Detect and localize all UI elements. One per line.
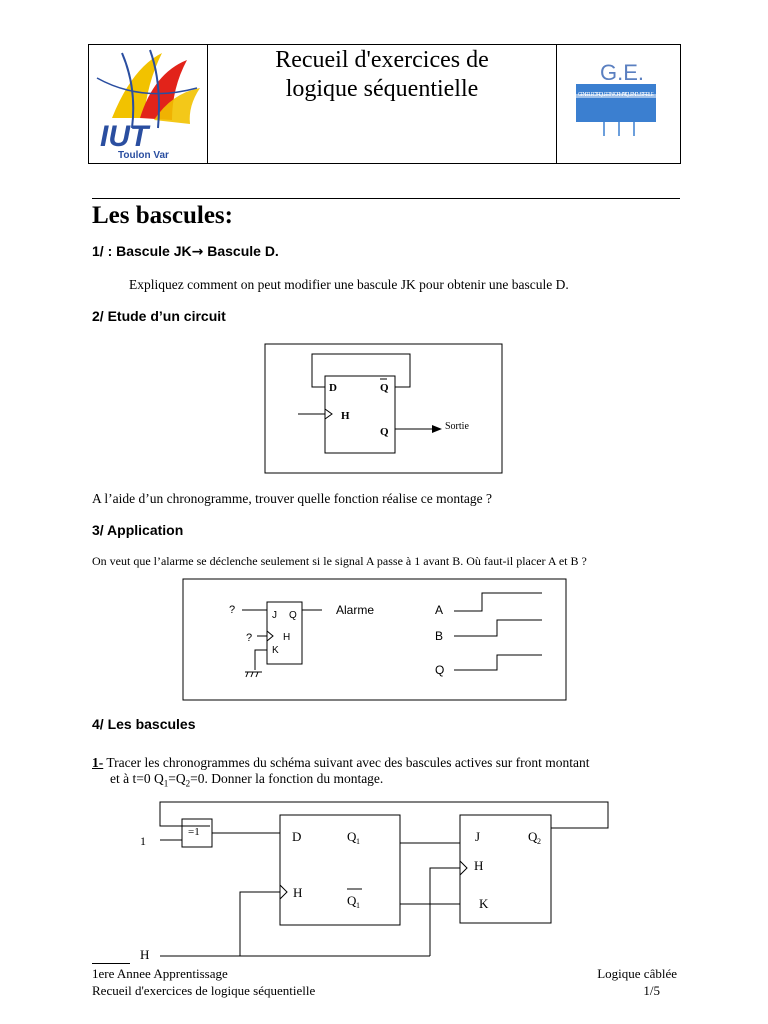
pin-label: K — [272, 645, 279, 656]
pin-label: H — [283, 632, 291, 643]
ge-logo — [564, 52, 672, 142]
ex1-heading — [92, 243, 279, 260]
ex3-text: On veut que l’alarme se déclenche seulement si le signal A passe à 1 avant B. Où faut-il placer A et B ? — [92, 554, 587, 568]
input-label: 1 — [140, 834, 146, 848]
signal-label: A — [435, 603, 444, 617]
section-title: Les bascules: — [92, 202, 233, 229]
ex4-item-line2 — [110, 771, 383, 789]
pin-label: Q — [380, 382, 389, 394]
unknown-input: ? — [246, 632, 253, 644]
signal-label: Q — [435, 663, 445, 677]
ex4-heading: 4/ Les bascules — [92, 716, 196, 732]
pin-label: Q — [380, 426, 389, 438]
pin-subscript: 1 — [356, 837, 360, 846]
subscript: 2 — [185, 778, 191, 789]
waveform-b — [454, 620, 542, 636]
iut-logo — [92, 48, 204, 160]
footer-rule — [92, 963, 130, 964]
item-number: 1- — [92, 755, 104, 770]
two-flipflop-diagram — [130, 795, 640, 970]
footer-left-2: Recueil d'exercices de logique séquentielle — [92, 983, 316, 998]
clock-label: H — [140, 947, 150, 962]
pin-label: K — [479, 896, 489, 911]
page-title — [208, 46, 556, 104]
pin-label: Q — [528, 829, 538, 844]
subscript: 1 — [163, 778, 169, 789]
pin-subscript: 2 — [537, 837, 541, 846]
ex2-text: A l’aide d’un chronogramme, trouver quelle fonction réalise ce montage ? — [92, 491, 492, 506]
item-text: =Q — [168, 771, 186, 786]
ex3-heading: 3/ Application — [92, 522, 184, 538]
pin-label: H — [474, 858, 484, 873]
ex1-heading-text: 1/ : Bascule JK — [92, 243, 192, 259]
pin-label: J — [475, 829, 481, 844]
ex1-text: Expliquez comment on peut modifier une bascule JK pour obtenir une bascule D. — [129, 277, 569, 292]
waveform-q — [454, 655, 542, 670]
pin-label: H — [293, 885, 303, 900]
page-number: 1/5 — [643, 983, 660, 998]
pin-label: J — [272, 610, 277, 621]
item-text: Tracer les chronogrammes du schéma suivant avec des bascules actives sur front montant — [103, 755, 590, 770]
logo-text: IUT — [100, 120, 149, 153]
header-divider — [556, 45, 557, 163]
unknown-input: ? — [229, 604, 236, 616]
alarm-label: Alarme — [336, 603, 375, 617]
alarm-diagram — [182, 578, 568, 702]
ex4-item-line1 — [92, 755, 590, 771]
footer-right-1: Logique câblée — [597, 966, 677, 981]
pin-label: Q — [289, 610, 297, 621]
divider — [92, 198, 680, 199]
title-line: logique séquentielle — [285, 76, 479, 102]
pin-label: H — [341, 410, 350, 422]
logo-text: G.E. — [600, 60, 645, 85]
circuit-diagram-d — [264, 343, 504, 475]
logo-subtext: GENIE ELECTRIQUE ET INFORMATIQUE INDUSTRIELLE — [578, 92, 654, 98]
title-line: Recueil d'exercices de — [275, 47, 489, 73]
ex2-heading: 2/ Etude d’un circuit — [92, 308, 226, 324]
pin-label: D — [292, 829, 302, 844]
waveform-a — [454, 593, 542, 611]
item-text: et à t=0 Q — [110, 771, 164, 786]
ex1-heading-text: Bascule D. — [203, 243, 279, 259]
item-text: =0. Donner la fonction du montage. — [190, 771, 384, 786]
signal-label: B — [435, 629, 444, 643]
footer-left-1: 1ere Annee Apprentissage — [92, 966, 228, 981]
pin-subscript: 1 — [356, 901, 360, 910]
arrow-icon: → — [191, 244, 204, 260]
pin-label: Q — [347, 829, 357, 844]
gate-label: =1 — [188, 826, 200, 838]
pin-label: D — [329, 382, 337, 394]
pin-label: Q — [347, 893, 357, 908]
logo-subtext: Toulon Var — [118, 150, 169, 160]
output-label: Sortie — [445, 421, 469, 432]
